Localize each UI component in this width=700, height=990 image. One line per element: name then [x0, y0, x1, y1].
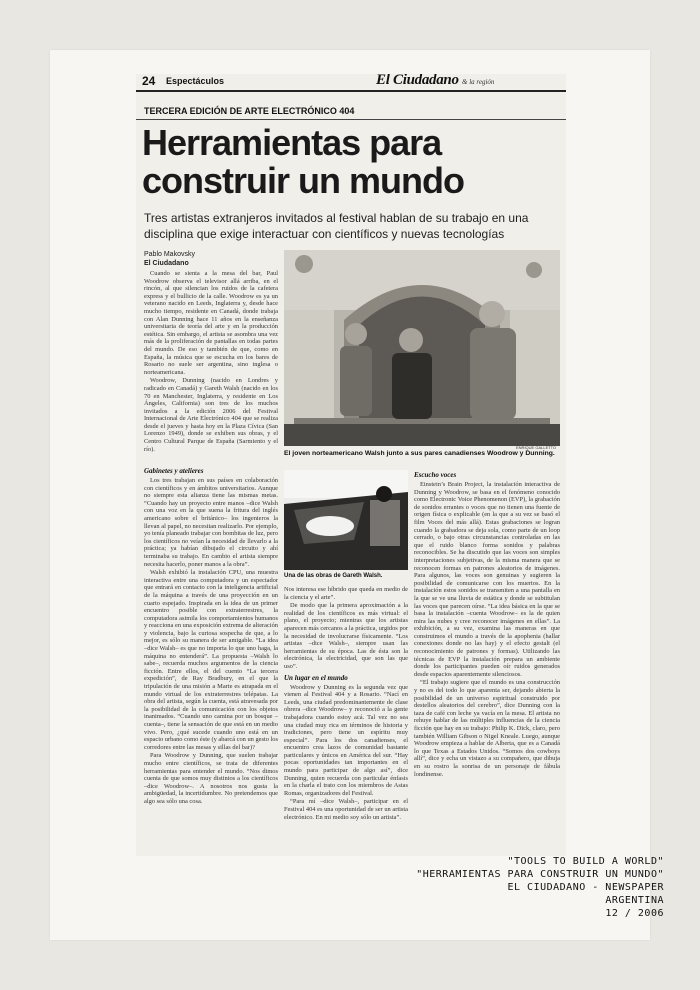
- page-number: 24: [142, 74, 156, 88]
- intro-paragraph: Woodrow, Dunning (nacido en Londres y radicado en Canadá) y Gareth Walsh (nacido en los 70 en Manchester, Inglaterra, y residente en Los Ángeles, California) son tres de los muchos invitados a la edición 2006 del Festival Internacional de Arte Electrónico 404 que se realiza desde el jueves y hasta hoy en la Plaza Cívica (San Lorenzo 1949), donde se exhiben sus obras, y el Centro Cultural Parque de España (Sarmiento y el río).: [144, 377, 278, 452]
- body-paragraph: Para Woodrow y Dunning, que suelen trabajar mucho entre científicos, se trata de diferentes herramientas para entender el mundo. “Nos dimos cuenta de que somos muy distintos a los científicos –dice Woodrow–. A nosotros nos gusta la ambigüedad, la incertidumbre. No pretendemos que algo sea sólo una cosa.: [144, 752, 278, 805]
- subhead: Gabinetes y atelieres: [144, 467, 204, 475]
- body-paragraph: Los tres trabajan en sus países en colaboración con científicos y en ámbitos universitarios. Aunque no siempre esta alianza tiene las mismas metas. “Cuando hay un proyecto entre manos –dice Walsh con una voz en la que suena la fritura del inglés americano sobre el británico– los ingenieros la llevan al papel, no necesitan realizarlo. Por ejemplo, yo tenía planeado trabajar con bombitas de luz, pero los científicos no veían la necesidad de llevarlo a la práctica; ya habían dibujado el circuito y ahí terminaba su trabajo. En cambio el artista siempre necesita hacerlo, poner manos a la obra”.: [144, 477, 278, 568]
- page-header: [136, 74, 566, 92]
- subhead: Escucho voces: [414, 471, 457, 479]
- photo-artwork: [284, 470, 408, 570]
- body-paragraph: “Para mí –dice Walsh–, participar en el Festival 404 es una oportunidad de ser un artista electrónico. En mi medio soy sólo un artista”.: [284, 798, 408, 821]
- newspaper-region: & la región: [462, 78, 495, 86]
- column-3: [414, 468, 560, 856]
- column-2: [284, 586, 408, 856]
- label-title-spanish: "HERRAMIENTAS PARA CONSTRUIR UN MUNDO": [416, 869, 664, 880]
- body-paragraph: “El trabajo sugiere que el mundo es una construcción y no es del todo lo que aparenta ser, dejando abierta la posibilidad de un universo espiritual construido por destellos aleatorios del cerebro”, dice Dunning con la taza de café con leche ya vacía en la mesa. El artista no rehuye hablar de las múltiples influencias de la ciencia ficción que hay en su trabajo: Philip K. Dick, claro, pero también William Gibson o Nigel Kneale. Luego, aunque Woodrow empieza a hablar de Alberta, que es a Canadá lo que Texas a Estados Unidos. “Somos dos cowboys allí”, dice y echa un vistazo a su compañero, que dibuja en su rostro la sonrisa de un personaje de fábula londinense.: [414, 679, 560, 778]
- body-paragraph: Nos interesa ese híbrido que queda en medio de la ciencia y el arte”.: [284, 586, 408, 601]
- newspaper-clipping: [136, 74, 566, 856]
- photo-artwork-caption: Una de las obras de Gareth Walsh.: [284, 573, 383, 579]
- intro-paragraph: Cuando se sienta a la mesa del bar, Paul Woodrow observa el televisor allá arriba, en el rincón, al que silencian los ruidos de la cafetera express y el bullicio de la calle. Woodrow es ya un veterano nacido en Leeds, Inglaterra y, desde hace mucho tiempo, residente en Canadá, donde trabaja con Alan Dunning hace 11 años en la enseñanza universitaria de teoría del arte y en la producción estética. Sin embargo, el artista se asombra una vez más de la proliferación de pantallas en todas partes del mundo. De eso y también de que, como en España, la música que se escucha en los bares de Rosario no suele ser argentina, sino inglesa o norteamericana.: [144, 270, 278, 376]
- body-paragraph: Woodrow y Dunning es la segunda vez que vienen al Festival 404 y a Rosario. “Nací en Leeds, una ciudad predominantemente de clase obrera –dice Woodrow– y reconoció a la gente trabajadora cuando estoy acá. Tal vez no sea una ciudad muy rica en términos de historia y tradiciones, pero tiene un espíritu muy especial”. Para los dos canadienses, el encuentro crea lazos de comunidad bastante particulares y únicos en América del sur. “Hay pocas oportunidades tan importantes en el mundo para participar de algo así”, dice Dunning, quien recuerda con particular énfasis en la charla el trato con los miembros de Astas Romas, organizadores del Festival.: [284, 683, 408, 797]
- body-paragraph: De modo que la primera aproximación a la realidad de los científicos es más virtual: el plano, el proyecto; mientras que los artistas aparecen más cercanos a la práctica, urgidos por la necesidad de involucrarse físicamente. “Los artistas –dice Walsh–, siempre usan las herramientas de su época. Las de ésta son la electrónica, la electricidad, que son las que uso”.: [284, 602, 408, 670]
- body-paragraph: Einstein’s Brain Project, la instalación interactiva de Dunning y Woodrow, se basa en el fenómeno conocido como Electronic Voice Phenomenon (EVP), la grabación de sonidos errantes o voces que no tienen una fuente de origen física o explicable (en la que a su vez se basó el film Voces del más allá). Estas grabaciones se logran cuando la grabadora se deja sola, como parte de un loop cerrado, o bajo otras circunstancias controladas en las que el ruido blanco forma sonidos y palabras reconocibles. Se ha discutido que las voces son simples interpretaciones subjetivas, de la misma manera que se reconocen formas en patrones aleatorios de imágenes. Para algunos, las voces son genuinas y sugieren la posibilidad de comunicarse con los muertos. En la instalación estos sonidos se transmiten a una pantalla en la que se ve una lluvia de estática y donde se subtitulan las voces que parecen oírse. “La idea básica en la que se basa la instalación –cuenta Woodrow– es la de quien mira las nubes y cree reconocer imágenes en ellas”. La exhibición, a su vez, examina las maneras en que construimos el mundo a través de la apophenia (hallar conexiones donde no las hay) y el efecto gestalt (el reconocimiento de patrones y formas). Utilizando las técnicas de EVP la instalación prepara un ambiente donde los participantes pueden oír ruidos generados desde espacios aparentemente silenciosos.: [414, 481, 560, 678]
- paper-sheet: [50, 50, 650, 940]
- body-paragraph: Walsh exhibió la instalación CPU, una muestra interactiva entre una computadora y un espectador que entrará en contacto con la inteligencia artificial de la máquina a través de una proyección en un cuarto espejado. Inspirada en la idea de un primer encuentro posible con extraterrestres, la computadora asimila los comportamientos humanos y reacciona en una exposición extrema de alteración y violencia, bajo la curiosa sospecha de que, a lo mejor, es sólo su manera de ser amigable. “La idea –dice Walsh– es que no importa lo que uno haga, la máquina no entenderá”. La propuesta –Walsh lo sabe–, recuerda muchos argumentos de la ciencia ficción. Entre ellos, el del cuento “La tercera expedición”, de Ray Bradbury, en el que la tripulación de una misión a Marte es atrapada en el mundo virtual de los extraterrestres telépatas. La obra del artista, según la cuenta, está atravesada por la posibilidad de la comunicación con los objetos inanimados. “Cuando uno camina por un bosque –cuenta–, tiene la sensación de que está en un medio vivo. Pero, ¿qué sucede cuando uno está en un espacio urbano como éste (y abarcá con un gesto los corredores entre las mesas y sillas del bar)?: [144, 569, 278, 751]
- photo-artwork-image: [284, 470, 408, 570]
- byline-source: El Ciudadano: [144, 260, 189, 267]
- article-kicker: TERCERA EDICIÓN DE ARTE ELECTRÓNICO 404: [144, 106, 355, 116]
- header-rule: [136, 90, 566, 92]
- kicker-rule: [136, 119, 566, 120]
- label-country: ARGENTINA: [605, 895, 664, 906]
- byline: Pablo Makovsky: [144, 251, 195, 258]
- article-dek: Tres artistas extranjeros invitados al festival hablan de su trabajo en una disciplina que exige interactuar con científicos y nuevas tecnologías: [144, 211, 529, 241]
- label-date: 12 / 2006: [605, 908, 664, 919]
- subhead: Un lugar en el mundo: [284, 673, 348, 682]
- label-publication: EL CIUDADANO - NEWSPAPER: [507, 882, 664, 893]
- photo-credit: ENRIQUE GALLETTO: [516, 445, 557, 450]
- photo-caption: El joven norteamericano Walsh junto a sus pares canadienses Woodrow y Dunning.: [284, 450, 555, 457]
- photo-artists: [284, 250, 560, 446]
- column-1: [144, 464, 278, 856]
- intro-column: [144, 270, 278, 452]
- section-name: Espectáculos: [166, 76, 225, 86]
- label-title-english: "TOOLS TO BUILD A WORLD": [507, 856, 664, 867]
- newspaper-name: El Ciudadano: [376, 74, 459, 88]
- article-headline: Herramientas para construir un mundo: [142, 122, 464, 201]
- photo-artists-image: [284, 250, 560, 446]
